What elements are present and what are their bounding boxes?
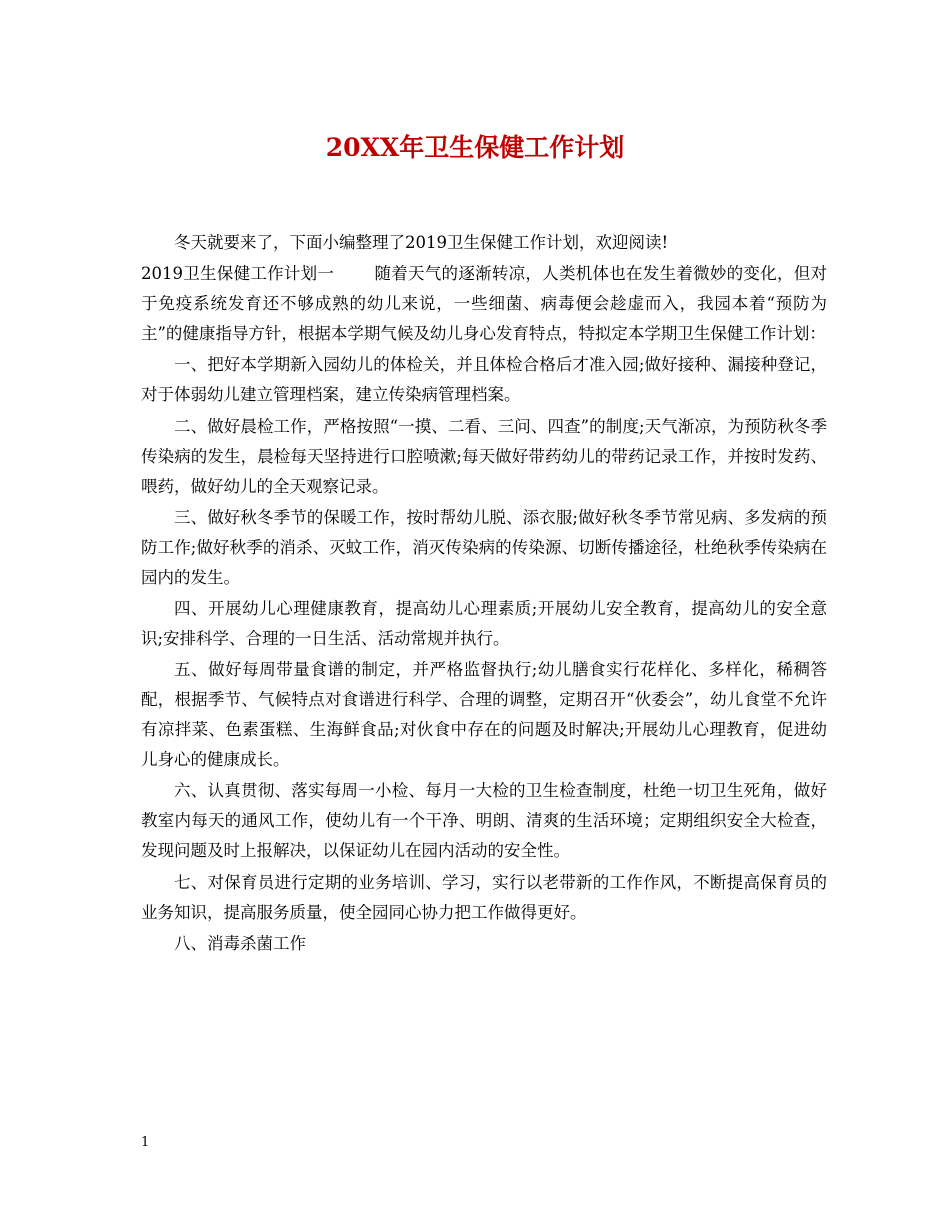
- plan-item-2: 二、做好晨检工作，严格按照“一摸、二看、三问、四查”的制度;天气渐凉，为预防秋冬季传染病的发生，晨检每天坚持进行口腔喷漱;每天做好带药幼儿的带药记录工作，并按时发药、喂药，做好幼儿的全天观察记录。: [141, 416, 827, 496]
- section-heading: 2019卫生保健工作计划一: [141, 264, 335, 284]
- plan-item-6: 六、认真贯彻、落实每周一小检、每月一大检的卫生检查制度，杜绝一切卫生死角，做好教室内每天的通风工作，使幼儿有一个干净、明朗、清爽的生活环境；定期组织安全大检查，发现问题及时上报解决，以保证幼儿在园内活动的安全性。: [141, 781, 827, 861]
- plan-item-4: 四、开展幼儿心理健康教育，提高幼儿心理素质;开展幼儿安全教育，提高幼儿的安全意识;安排科学、合理的一日生活、活动常规并执行。: [141, 598, 827, 648]
- plan-item-1: 一、把好本学期新入园幼儿的体检关，并且体检合格后才准入园;做好接种、漏接种登记，对于体弱幼儿建立管理档案，建立传染病管理档案。: [141, 355, 827, 405]
- plan-item-8: 八、消毒杀菌工作: [174, 933, 306, 953]
- opening-text: 随着天气的逐渐转凉，人类机体也在发生着微妙的变化，但对于免疫系统发育还不够成熟的幼儿来说，一些细菌、病毒便会趁虚而入，我园本着“预防为主”的健康指导方针，根据本学期气候及幼儿身心发育特点，特拟定本学期卫生保健工作计划：: [141, 264, 828, 344]
- intro-paragraph: 冬天就要来了，下面小编整理了2019卫生保健工作计划，欢迎阅读!: [174, 233, 669, 252]
- opening-paragraph: [141, 259, 827, 349]
- document-title: 20XX年卫生保健工作计划: [325, 133, 625, 162]
- plan-item-3: 三、做好秋冬季节的保暖工作，按时帮幼儿脱、添衣服;做好秋冬季节常见病、多发病的预防工作;做好秋季的消杀、灭蚊工作，消灭传染病的传染源、切断传播途径，杜绝秋季传染病在园内的发生。: [141, 507, 827, 587]
- page-number: 1: [141, 1135, 150, 1150]
- plan-item-7: 七、对保育员进行定期的业务培训、学习，实行以老带新的工作作风，不断提高保育员的业务知识，提高服务质量，使全园同心协力把工作做得更好。: [141, 872, 827, 922]
- plan-item-5: 五、做好每周带量食谱的制定，并严格监督执行;幼儿膳食实行花样化、多样化，稀稠答配，根据季节、气候特点对食谱进行科学、合理的调整，定期召开“伙委会”，幼儿食堂不允许有凉拌菜、色素蛋糕、生海鲜食品;对伙食中存在的问题及时解决;开展幼儿心理教育，促进幼儿身心的健康成长。: [141, 660, 827, 770]
- document-body: [141, 228, 827, 960]
